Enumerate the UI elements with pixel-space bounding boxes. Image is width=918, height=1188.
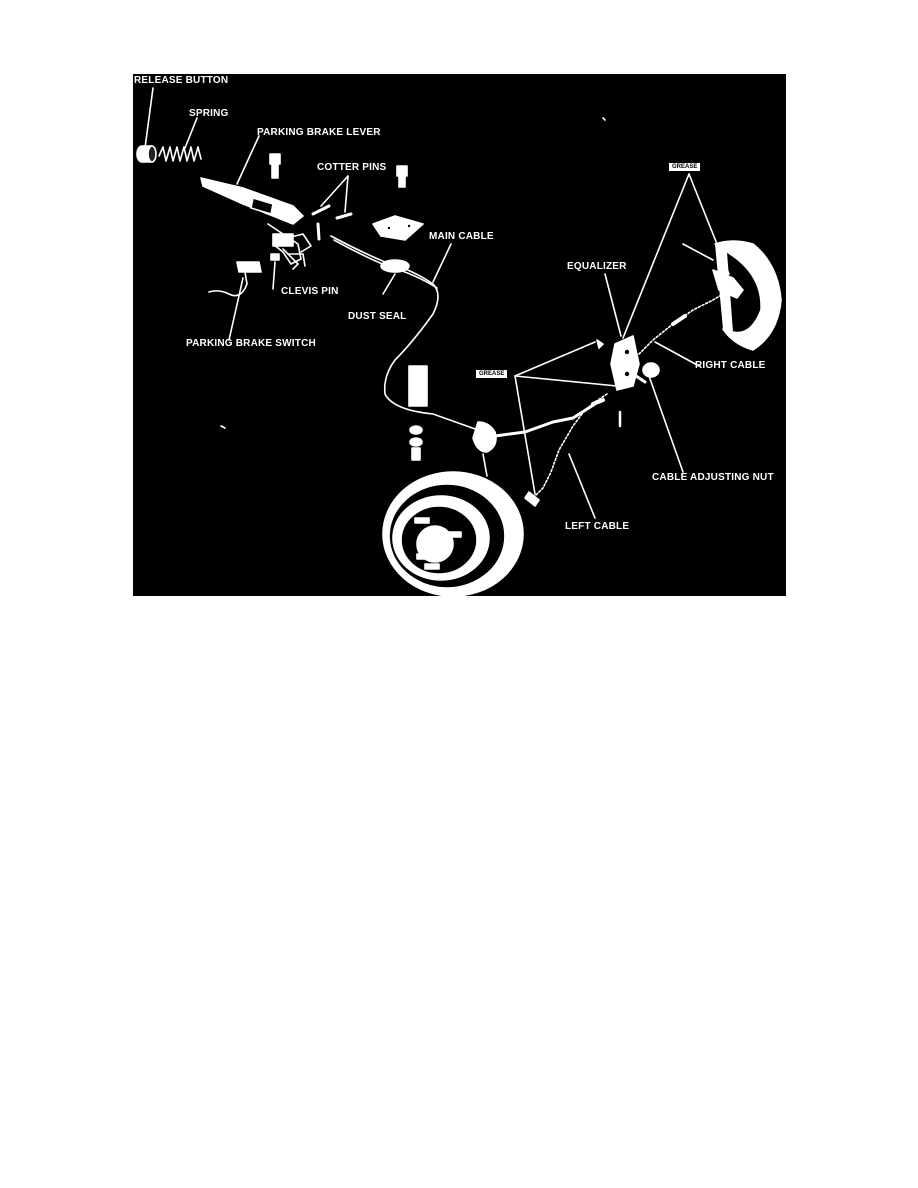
bolt-top — [270, 154, 280, 178]
parking-brake-lever-part — [201, 178, 311, 269]
label-release-button: RELEASE BUTTON — [134, 75, 229, 86]
label-cable-adjusting-nut: CABLE ADJUSTING NUT — [652, 472, 774, 483]
bracket-part — [373, 216, 423, 240]
right-cable-part — [639, 288, 733, 354]
label-main-cable: MAIN CABLE — [429, 231, 494, 242]
label-cotter-pins: COTTER PINS — [317, 162, 387, 173]
equalizer-part — [597, 336, 659, 426]
main-cable-part — [331, 236, 603, 452]
grease-tag-left: GREASE — [475, 369, 508, 379]
bolt-stack — [410, 426, 422, 460]
label-left-cable: LEFT CABLE — [565, 521, 630, 532]
left-cable-part — [525, 394, 607, 506]
label-right-cable: RIGHT CABLE — [695, 360, 766, 371]
right-brake-drum — [683, 241, 781, 350]
label-dust-seal: DUST SEAL — [348, 311, 407, 322]
release-button-part — [137, 146, 156, 162]
label-parking-brake-lever: PARKING BRAKE LEVER — [257, 127, 381, 138]
parking-brake-diagram — [133, 74, 786, 596]
label-spring: SPRING — [189, 108, 229, 119]
label-equalizer: EQUALIZER — [567, 261, 627, 272]
label-parking-brake-switch: PARKING BRAKE SWITCH — [186, 338, 316, 349]
grease-tag-right: GREASE — [668, 162, 701, 172]
spring-part — [159, 147, 201, 161]
parking-brake-switch-part — [209, 262, 261, 296]
cotter-pins-part — [313, 176, 351, 239]
label-clevis-pin: CLEVIS PIN — [281, 286, 339, 297]
clevis-pin-part — [271, 254, 279, 260]
grease-pointer-lines — [515, 174, 729, 494]
left-brake-drum — [383, 454, 523, 596]
label-arrows — [145, 88, 699, 518]
diagram-artwork — [133, 74, 786, 596]
bolt-right — [397, 166, 407, 187]
